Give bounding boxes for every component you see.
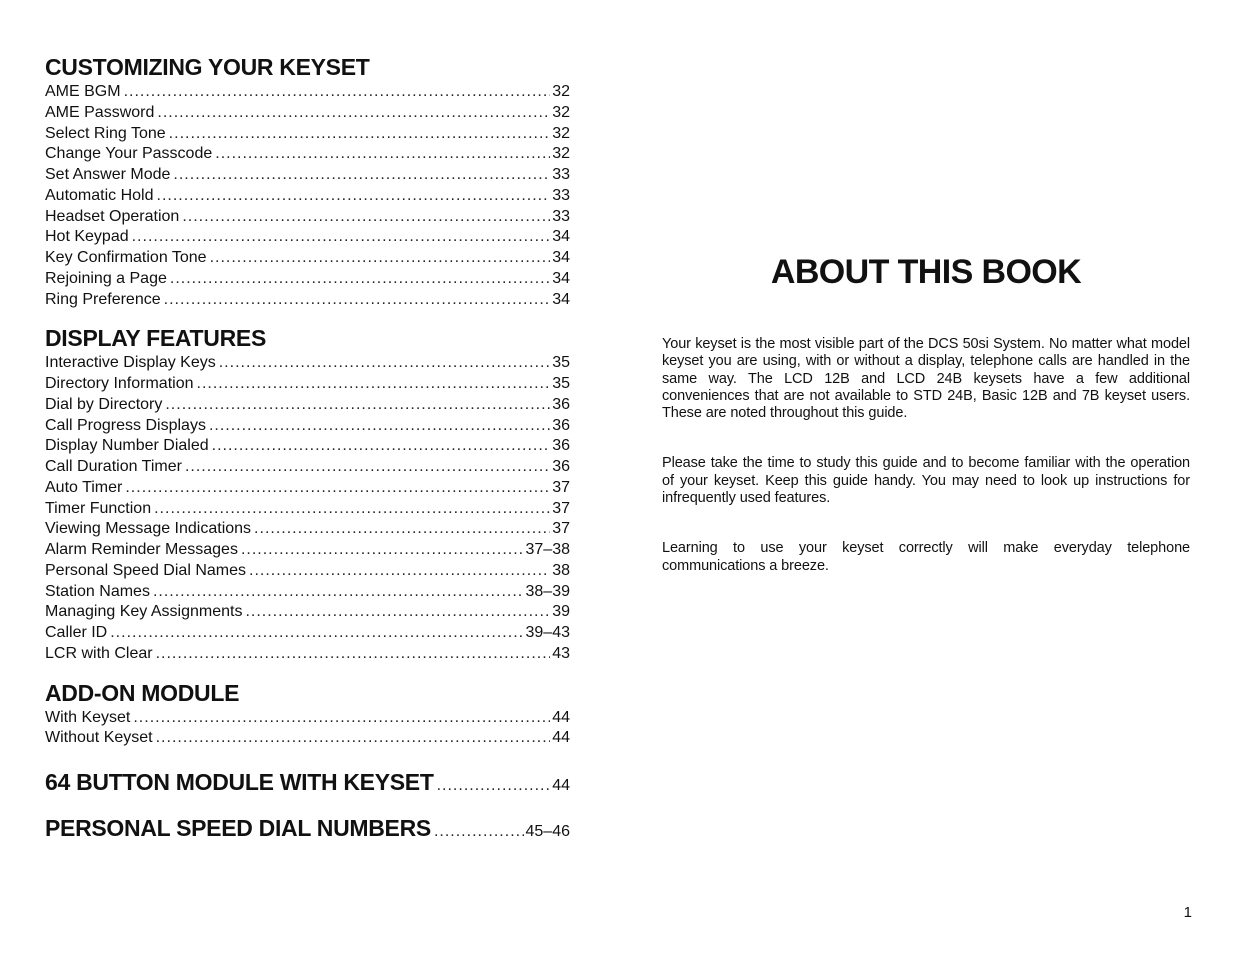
toc-entry-page: 32 (552, 103, 570, 121)
toc-section-display-features (45, 323, 570, 664)
toc-entry (45, 269, 570, 290)
toc-entry (45, 227, 570, 248)
toc-entry-page: 44 (552, 729, 570, 747)
toc-entry-page: 35 (552, 354, 570, 372)
toc-leader-dots (185, 457, 550, 478)
toc-entry-64-button-module (45, 767, 570, 797)
toc-entry (45, 144, 570, 165)
toc-entry-page: 36 (552, 437, 570, 455)
toc-leader-dots (437, 777, 551, 795)
toc-entry (45, 644, 570, 665)
toc-entry-label: AME BGM (45, 83, 121, 100)
toc-entry-page: 33 (552, 166, 570, 183)
toc-entry-label: Ring Preference (45, 290, 161, 308)
toc-entry (45, 582, 570, 603)
toc-leader-dots (249, 561, 550, 582)
toc-section-title: CUSTOMIZING YOUR KEYSET (45, 54, 370, 80)
toc-section-title: DISPLAY FEATURES (45, 325, 266, 352)
toc-leader-dots (169, 124, 551, 145)
toc-entry (45, 519, 570, 540)
toc-entry (45, 416, 570, 437)
toc-entry-page: 32 (552, 124, 570, 142)
toc-entry (45, 540, 570, 561)
toc-entry-personal-speed-dial-numbers (45, 813, 570, 843)
toc-entry (45, 395, 570, 416)
table-of-contents (45, 52, 570, 843)
toc-entry (45, 207, 570, 228)
toc-entry (45, 478, 570, 499)
toc-leader-dots (254, 519, 550, 540)
toc-entry-page: 38–39 (525, 582, 570, 600)
toc-entry-label: Timer Function (45, 499, 152, 517)
toc-entry (45, 165, 570, 186)
toc-entry-label: LCR with Clear (45, 644, 153, 662)
toc-leader-dots (133, 708, 550, 729)
toc-leader-dots (165, 395, 550, 416)
toc-entry-page: 34 (552, 249, 570, 266)
toc-leader-dots (209, 416, 550, 437)
toc-entry-label: Caller ID (45, 624, 108, 641)
toc-entry (45, 353, 570, 374)
toc-leader-dots (157, 186, 551, 207)
toc-leader-dots (164, 290, 551, 311)
toc-list (45, 708, 570, 750)
toc-leader-dots (182, 207, 550, 228)
toc-entry (45, 708, 570, 729)
toc-entry-page: 44 (552, 777, 570, 794)
toc-entry-label: Select Ring Tone (45, 124, 166, 142)
toc-leader-dots (157, 103, 550, 124)
toc-entry-label: Interactive Display Keys (45, 354, 216, 372)
toc-entry-label: Rejoining a Page (45, 269, 167, 287)
toc-leader-dots (210, 248, 551, 269)
toc-section-title: 64 BUTTON MODULE WITH KEYSET (45, 769, 434, 795)
toc-entry-label: Call Progress Displays (45, 416, 206, 434)
toc-entry-page: 36 (552, 395, 570, 413)
toc-entry-page: 35 (552, 375, 570, 392)
toc-entry-label: Call Duration Timer (45, 458, 182, 475)
toc-entry-page: 33 (552, 207, 570, 225)
toc-entry-label: Change Your Passcode (45, 145, 213, 163)
toc-entry-page: 37 (552, 478, 570, 496)
toc-entry-label: Alarm Reminder Messages (45, 541, 238, 558)
toc-entry-label: Viewing Message Indications (45, 520, 252, 538)
toc-entry-label: Without Keyset (45, 729, 153, 747)
toc-entry-label: Managing Key Assignments (45, 603, 243, 621)
toc-entry-page: 39–43 (525, 624, 570, 641)
toc-leader-dots (219, 353, 550, 374)
toc-entry-page: 36 (552, 458, 570, 475)
toc-entry-page: 36 (552, 416, 570, 434)
toc-entry-page: 34 (552, 290, 570, 308)
toc-entry (45, 103, 570, 124)
toc-entry-page: 34 (552, 269, 570, 287)
toc-entry-label: Display Number Dialed (45, 437, 209, 455)
toc-entry-page: 37 (552, 499, 570, 517)
toc-entry-label: Auto Timer (45, 478, 123, 496)
about-paragraph: Your keyset is the most visible part of the DCS 50si System. No matter what model keyset you are using, with or without a display, telephone calls are handled in the same way. The LCD 12B and LCD 24B keysets have a few additional conveniences that are not available to STD 24B, Basic 12B and 7B keyset users. These are noted throughout this guide. (662, 336, 1190, 422)
toc-section-title: ADD-ON MODULE (45, 679, 240, 706)
toc-entry (45, 499, 570, 520)
toc-entry-page: 43 (552, 644, 570, 662)
toc-entry-page: 32 (552, 145, 570, 163)
toc-entry-label: Key Confirmation Tone (45, 249, 207, 266)
toc-list (45, 353, 570, 664)
toc-entry-label: Headset Operation (45, 207, 180, 225)
toc-leader-dots (197, 374, 551, 395)
toc-entry-page: 32 (552, 83, 570, 100)
toc-entry-label: Directory Information (45, 375, 194, 392)
toc-leader-dots (170, 269, 550, 290)
toc-leader-dots (434, 823, 524, 841)
toc-entry-page: 34 (552, 228, 570, 246)
about-this-book (662, 252, 1190, 608)
toc-list (45, 82, 570, 310)
toc-leader-dots (154, 499, 550, 520)
toc-section-add-on-module (45, 678, 570, 750)
about-paragraph: Learning to use your keyset correctly will make everyday telephone communications a breeze. (662, 540, 1190, 574)
toc-entry (45, 248, 570, 269)
toc-entry-page: 33 (552, 186, 570, 204)
toc-entry (45, 124, 570, 145)
page-number: 1 (1183, 904, 1192, 921)
toc-entry (45, 186, 570, 207)
toc-leader-dots (153, 582, 524, 603)
toc-entry-label: Personal Speed Dial Names (45, 561, 246, 579)
toc-leader-dots (132, 227, 551, 248)
toc-leader-dots (125, 478, 550, 499)
toc-section-title: PERSONAL SPEED DIAL NUMBERS (45, 815, 431, 841)
toc-entry-label: Station Names (45, 582, 150, 600)
about-paragraph: Please take the time to study this guide and to become familiar with the operation of your keyset. Keep this guide handy. You may need to look up instructions for infrequently used features. (662, 455, 1190, 507)
toc-entry-page: 44 (552, 708, 570, 726)
toc-leader-dots (215, 144, 550, 165)
toc-leader-dots (124, 82, 551, 103)
toc-leader-dots (110, 623, 523, 644)
toc-entry (45, 290, 570, 311)
toc-entry-label: Automatic Hold (45, 186, 154, 204)
toc-entry (45, 561, 570, 582)
toc-entry (45, 602, 570, 623)
toc-entry-label: With Keyset (45, 708, 131, 726)
toc-entry (45, 728, 570, 749)
toc-entry-page: 38 (552, 561, 570, 579)
toc-leader-dots (156, 644, 551, 665)
toc-entry-page: 39 (552, 603, 570, 621)
toc-leader-dots (173, 165, 550, 186)
toc-entry (45, 436, 570, 457)
toc-leader-dots (245, 602, 550, 623)
toc-entry-label: Dial by Directory (45, 395, 163, 413)
toc-entry (45, 623, 570, 644)
toc-section-customizing (45, 52, 570, 310)
toc-entry-label: AME Password (45, 103, 155, 121)
toc-entry-page: 37 (552, 520, 570, 538)
toc-entry-label: Set Answer Mode (45, 166, 171, 183)
toc-entry (45, 82, 570, 103)
toc-leader-dots (212, 436, 551, 457)
page-title: ABOUT THIS BOOK (770, 253, 1082, 291)
toc-leader-dots (156, 728, 551, 749)
toc-entry-label: Hot Keypad (45, 228, 129, 246)
toc-entry (45, 457, 570, 478)
toc-entry-page: 37–38 (525, 541, 570, 558)
toc-entry-page: 45–46 (525, 823, 570, 840)
toc-entry (45, 374, 570, 395)
toc-leader-dots (241, 540, 524, 561)
